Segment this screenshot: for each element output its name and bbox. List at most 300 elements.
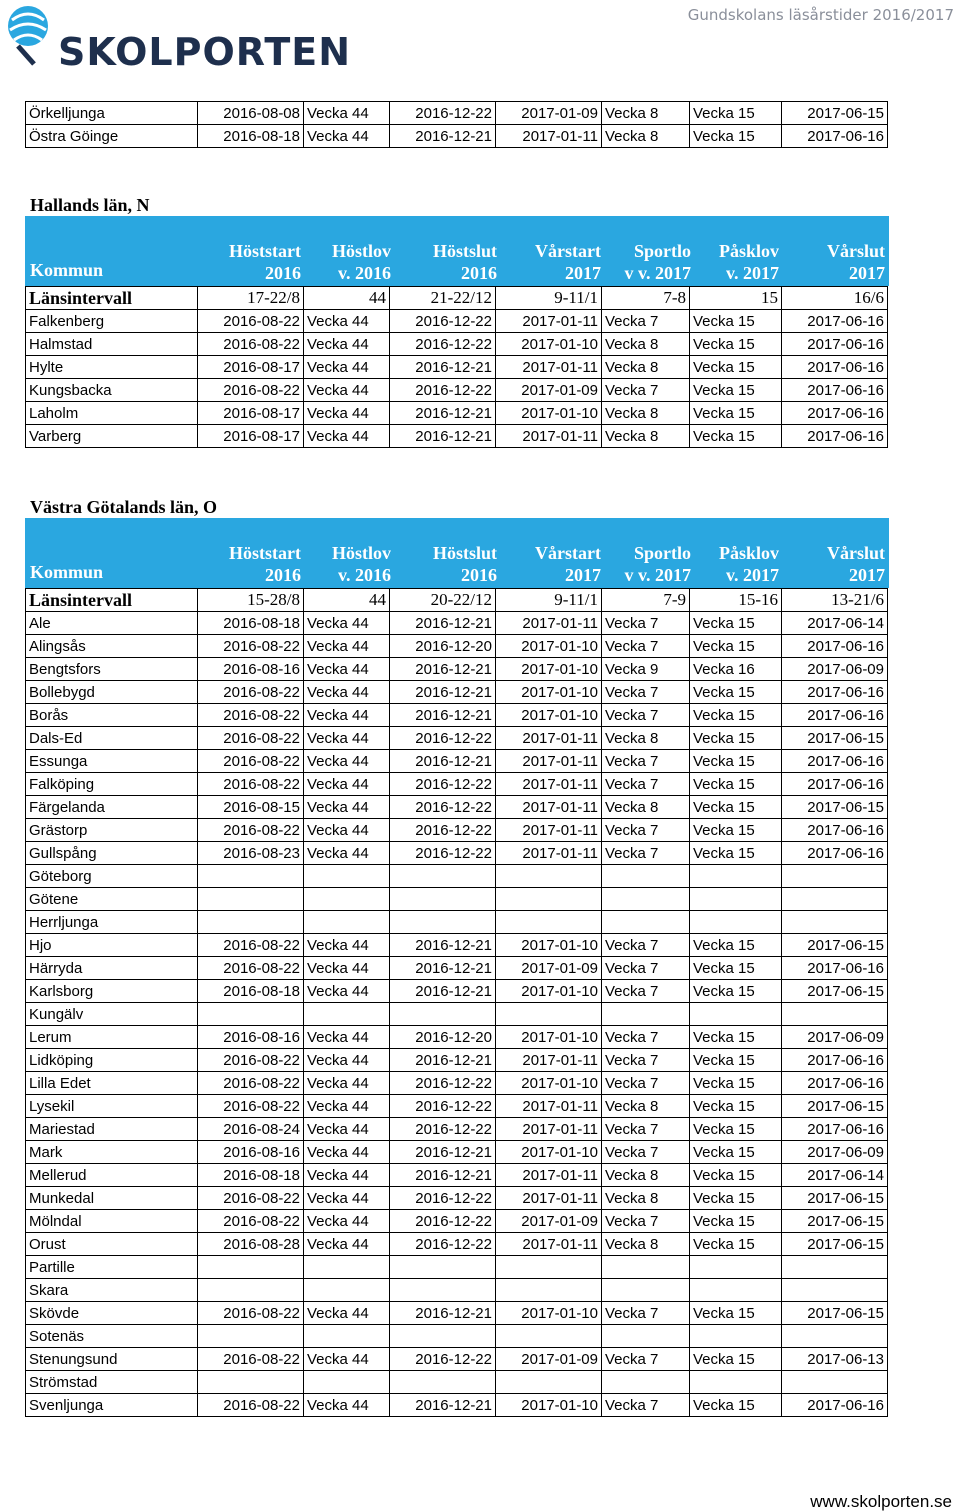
table-cell: 2016-12-20 [390,1026,496,1049]
table-cell: Vecka 44 [304,310,390,333]
table-cell: 2016-08-22 [198,379,304,402]
table-cell: Vecka 7 [602,1141,690,1164]
table-cell: Vecka 15 [690,934,782,957]
table-cell: Vecka 15 [690,612,782,635]
table-header-halland [25,216,889,286]
table-cell: 2017-06-15 [782,796,888,819]
table-cell [782,1371,888,1394]
table-cell [782,1003,888,1026]
table-cell: 2017-01-10 [496,635,602,658]
table-cell: 9-11/1 [496,589,602,612]
table-cell: 2016-08-22 [198,750,304,773]
table-cell: 2017-06-16 [782,379,888,402]
table-cell: 2017-01-10 [496,333,602,356]
header-hoststart: Höststart 2016 [229,543,301,585]
table-cell: 2016-12-22 [390,796,496,819]
table-row [26,1302,888,1325]
table-cell: Vecka 44 [304,819,390,842]
kommun-cell: Munkedal [26,1187,198,1210]
table-cell [602,865,690,888]
table-cell: 2016-12-21 [390,658,496,681]
table-cell [304,911,390,934]
table-cell: 2016-08-16 [198,658,304,681]
table-cell: Vecka 8 [602,727,690,750]
table-cell: Vecka 7 [602,1026,690,1049]
table-cell [198,1003,304,1026]
kommun-cell: Dals-Ed [26,727,198,750]
table-cell: Vecka 8 [602,1233,690,1256]
table-cell: 2016-08-22 [198,1210,304,1233]
table-cell: 2017-06-16 [782,333,888,356]
table-cell: 2017-01-10 [496,704,602,727]
table-cell: Vecka 44 [304,125,390,148]
table-cell: Vecka 15 [690,1141,782,1164]
table-cell: 2016-12-22 [390,1118,496,1141]
table-cell [496,1279,602,1302]
table-cell: Vecka 44 [304,425,390,448]
table-cell: Vecka 15 [690,356,782,379]
table-cell: Vecka 7 [602,842,690,865]
kommun-cell: Borås [26,704,198,727]
table-cell: 2016-08-22 [198,1394,304,1417]
table-cell: 2016-08-22 [198,333,304,356]
table-cell: Vecka 44 [304,1187,390,1210]
kommun-cell: Falkenberg [26,310,198,333]
table-cell: Vecka 8 [602,1164,690,1187]
table-cell: 2016-08-23 [198,842,304,865]
header-hostlov: Höstlov v. 2016 [331,543,391,585]
table-cell: Vecka 15 [690,402,782,425]
table-cell: Vecka 7 [602,1049,690,1072]
table-cell: Vecka 7 [602,819,690,842]
header-hostlov: Höstlov v. 2016 [331,241,391,283]
table-cell: 2016-12-22 [390,102,496,125]
table-cell: Vecka 7 [602,704,690,727]
table-cell: Vecka 44 [304,658,390,681]
table-cell: Vecka 44 [304,1394,390,1417]
table-cell: Vecka 8 [602,1187,690,1210]
table-cell: Vecka 8 [602,402,690,425]
table-cell: 2017-01-11 [496,1095,602,1118]
table-cell: 2016-08-22 [198,310,304,333]
table-cell: 15-28/8 [198,589,304,612]
table-cell: 21-22/12 [390,287,496,310]
table-cell: Vecka 15 [690,750,782,773]
header-pasklov: Påsklov v. 2017 [718,543,779,585]
table-cell: 2016-08-22 [198,681,304,704]
table-cell: 2017-06-15 [782,980,888,1003]
table-cell [690,911,782,934]
table-cell: 20-22/12 [390,589,496,612]
table-cell: 2017-01-11 [496,819,602,842]
table-cell [304,1256,390,1279]
header-sportlov: Sportlo v v. 2017 [624,241,691,283]
table-cell: 2017-06-16 [782,425,888,448]
table-cell: 2017-01-11 [496,310,602,333]
table-cell: 2017-01-11 [496,750,602,773]
table-cell: Vecka 16 [690,658,782,681]
table-cell: Vecka 44 [304,1233,390,1256]
table-cell: 2016-08-22 [198,934,304,957]
table-cell: Vecka 44 [304,1210,390,1233]
kommun-cell: Bollebygd [26,681,198,704]
table-cell [782,1256,888,1279]
table-cell: 2017-06-16 [782,1394,888,1417]
table-cell: 7-9 [602,589,690,612]
table-cell: 2017-06-09 [782,1141,888,1164]
table-row [26,773,888,796]
table-cell: Vecka 44 [304,842,390,865]
table-cell: 2016-12-22 [390,1210,496,1233]
table-cell: 2017-01-11 [496,1164,602,1187]
table-header-vastra [25,518,889,588]
header-varslut: Vårslut 2017 [827,543,885,585]
table-cell: Vecka 44 [304,750,390,773]
table-cell: Vecka 44 [304,1026,390,1049]
table-cell: Vecka 8 [602,333,690,356]
table-cell: 2017-01-10 [496,658,602,681]
table-row [26,102,888,125]
table-cell: 2016-12-22 [390,333,496,356]
table-row [26,125,888,148]
table-cell: Vecka 7 [602,1072,690,1095]
table-cell: 2017-06-16 [782,635,888,658]
table-cell: 2017-01-09 [496,957,602,980]
table-cell: 2016-12-21 [390,612,496,635]
kommun-cell: Götene [26,888,198,911]
table-cell: 2017-06-13 [782,1348,888,1371]
table-cell: 2016-12-22 [390,379,496,402]
kommun-cell: Lidköping [26,1049,198,1072]
table-cell [782,865,888,888]
table-cell: Vecka 44 [304,1072,390,1095]
table-cell: 2017-01-11 [496,425,602,448]
table-cell: 2017-01-09 [496,1348,602,1371]
header-kommun: Kommun [30,562,104,582]
table-cell: Vecka 44 [304,773,390,796]
kommun-cell: Lilla Edet [26,1072,198,1095]
table-cell: Vecka 15 [690,1210,782,1233]
table-row [26,1256,888,1279]
table-cell: 2016-08-18 [198,125,304,148]
table-row [26,333,888,356]
table-cell: Vecka 44 [304,1141,390,1164]
table-cell: Vecka 15 [690,1302,782,1325]
table-cell: Vecka 7 [602,1394,690,1417]
table-cell: 2017-06-15 [782,727,888,750]
table-cell: Vecka 15 [690,1095,782,1118]
table-cell: 2017-01-10 [496,681,602,704]
table-cell: 2016-08-22 [198,1095,304,1118]
logo-text: SKOLPORTEN [58,30,352,74]
table-cell: Vecka 44 [304,1118,390,1141]
table-cell: 2017-06-15 [782,102,888,125]
table-cell: 2017-06-16 [782,1072,888,1095]
table-cell: 2016-12-21 [390,704,496,727]
table-cell: 2017-06-15 [782,1210,888,1233]
table-cell: 2017-06-16 [782,681,888,704]
kommun-cell: Hylte [26,356,198,379]
table-cell: 2017-06-16 [782,773,888,796]
table-cell: 2016-12-22 [390,1348,496,1371]
table-cell [690,888,782,911]
table-row [26,704,888,727]
table-cell: 2017-06-16 [782,1118,888,1141]
table-cell: 2017-06-16 [782,310,888,333]
kommun-cell: Färgelanda [26,796,198,819]
table-cell: Vecka 15 [690,102,782,125]
table-cell: 2016-08-22 [198,704,304,727]
table-cell: 2017-01-09 [496,1210,602,1233]
table-row [26,842,888,865]
table-cell: Vecka 8 [602,1095,690,1118]
table-cell: 2016-12-21 [390,957,496,980]
table-row [26,310,888,333]
table-row [26,1325,888,1348]
table-cell: 2016-12-21 [390,980,496,1003]
table-cell: 2016-08-22 [198,819,304,842]
table-cell: Vecka 7 [602,681,690,704]
kommun-cell: Mark [26,1141,198,1164]
table-row [26,1233,888,1256]
table-cell: Vecka 15 [690,704,782,727]
table-row [26,957,888,980]
table-cell [390,1003,496,1026]
table-row [26,379,888,402]
table-cell: 2017-01-11 [496,356,602,379]
table-cell: 2016-08-16 [198,1141,304,1164]
document-title: Gundskolans läsårstider 2016/2017 [687,6,954,24]
header-pasklov: Påsklov v. 2017 [718,241,779,283]
table-cell: Vecka 44 [304,1302,390,1325]
table-cell: 2016-08-22 [198,1187,304,1210]
table-cell [198,865,304,888]
table-cell: Vecka 44 [304,957,390,980]
table-cell: Vecka 7 [602,635,690,658]
table-cell: 2016-12-22 [390,1095,496,1118]
table-cell: 2017-06-15 [782,934,888,957]
table-cell: Vecka 44 [304,1049,390,1072]
kommun-cell: Skara [26,1279,198,1302]
table-cell [782,1279,888,1302]
table-cell [496,865,602,888]
table-cell: Vecka 15 [690,1072,782,1095]
table-cell: 44 [304,589,390,612]
table-row [26,612,888,635]
table-cell: 2017-01-11 [496,612,602,635]
table-cell: 2016-08-22 [198,635,304,658]
kommun-cell: Länsintervall [26,287,198,310]
header-hostslut: Höstslut 2016 [432,543,497,585]
table-row [26,681,888,704]
table-cell: 2017-01-10 [496,934,602,957]
table-cell: Vecka 44 [304,333,390,356]
table-cell: Vecka 15 [690,125,782,148]
table-row [26,1141,888,1164]
table-cell: 2016-08-22 [198,773,304,796]
table-row [26,865,888,888]
table-cell: 2017-01-11 [496,1187,602,1210]
table-cell: 2016-08-22 [198,1302,304,1325]
table-cell: Vecka 44 [304,704,390,727]
table-cell [496,911,602,934]
header-hostslut: Höstslut 2016 [432,241,497,283]
kommun-cell: Laholm [26,402,198,425]
table-cell: 15-16 [690,589,782,612]
footer-url: www.skolporten.se [810,1492,952,1511]
table-cell [602,911,690,934]
table-cell: Vecka 7 [602,612,690,635]
table-cell: Vecka 44 [304,356,390,379]
table-cell: 2016-08-22 [198,727,304,750]
table-cell: 2016-12-21 [390,1049,496,1072]
table-row [26,1187,888,1210]
table-cell: 2017-01-11 [496,773,602,796]
table-cell [198,888,304,911]
table-row [26,1049,888,1072]
table-row [26,1210,888,1233]
table-cell [390,911,496,934]
table-cell [390,888,496,911]
table-cell: Vecka 44 [304,980,390,1003]
table-cell: 2016-12-21 [390,1394,496,1417]
table-row [26,1348,888,1371]
table-cell: 2017-01-10 [496,402,602,425]
table-cell: 2017-06-09 [782,1026,888,1049]
table-cell: 2016-12-22 [390,773,496,796]
halland-table [25,286,888,448]
kommun-cell: Mellerud [26,1164,198,1187]
table-cell [198,1325,304,1348]
skolporten-logo [4,2,354,72]
table-cell: 2016-08-28 [198,1233,304,1256]
table-cell: Vecka 15 [690,310,782,333]
table-cell: 2017-01-10 [496,1141,602,1164]
table-cell [690,1325,782,1348]
kommun-cell: Ale [26,612,198,635]
table-cell: 2017-06-15 [782,1187,888,1210]
table-cell: Vecka 15 [690,1394,782,1417]
kommun-cell: Partille [26,1256,198,1279]
table-cell: Vecka 44 [304,102,390,125]
table-cell: 2017-06-16 [782,356,888,379]
table-cell [390,1256,496,1279]
table-cell: Vecka 15 [690,980,782,1003]
table-cell [390,1371,496,1394]
table-cell: 17-22/8 [198,287,304,310]
kommun-cell: Orust [26,1233,198,1256]
table-cell: Vecka 44 [304,402,390,425]
table-cell: 2017-01-10 [496,1302,602,1325]
kommun-cell: Halmstad [26,333,198,356]
table-cell: Vecka 15 [690,1049,782,1072]
table-cell: 2016-12-21 [390,1302,496,1325]
kommun-cell: Kungsbacka [26,379,198,402]
table-row [26,1164,888,1187]
table-cell: Vecka 8 [602,425,690,448]
table-cell: 2017-01-11 [496,796,602,819]
table-cell [496,1371,602,1394]
table-cell: 2017-06-15 [782,1233,888,1256]
table-cell [690,865,782,888]
table-cell: Vecka 7 [602,980,690,1003]
table-cell: 2016-12-22 [390,310,496,333]
table-cell: Vecka 7 [602,1210,690,1233]
table-cell: 2016-12-22 [390,842,496,865]
header-kommun: Kommun [30,260,104,280]
table-cell: Vecka 44 [304,612,390,635]
table-cell: Vecka 15 [690,1026,782,1049]
table-cell: Vecka 15 [690,635,782,658]
kommun-cell: Grästorp [26,819,198,842]
table-cell: Vecka 15 [690,1187,782,1210]
table-cell [304,888,390,911]
kommun-cell: Bengtsfors [26,658,198,681]
table-cell: Vecka 7 [602,379,690,402]
table-cell: Vecka 9 [602,658,690,681]
table-cell: 2017-06-15 [782,1302,888,1325]
table-cell: Vecka 44 [304,1164,390,1187]
table-cell: Vecka 7 [602,773,690,796]
table-cell: 2017-06-16 [782,842,888,865]
table-cell: 2017-06-16 [782,125,888,148]
table-row [26,1026,888,1049]
kommun-cell: Lysekil [26,1095,198,1118]
kommun-cell: Kungälv [26,1003,198,1026]
table-row [26,796,888,819]
table-cell: Vecka 15 [690,1164,782,1187]
table-cell: Vecka 15 [690,681,782,704]
table-cell: 15 [690,287,782,310]
table-cell: Vecka 7 [602,1302,690,1325]
table-cell: Vecka 15 [690,425,782,448]
table-row [26,635,888,658]
table-cell: Vecka 44 [304,379,390,402]
top-table [25,101,888,148]
table-cell [602,1325,690,1348]
kommun-cell: Stenungsund [26,1348,198,1371]
table-cell [496,888,602,911]
table-cell: 2016-12-20 [390,635,496,658]
table-cell: Vecka 8 [602,125,690,148]
table-row [26,727,888,750]
table-cell: 2017-01-09 [496,379,602,402]
table-row [26,425,888,448]
table-cell: 2016-08-08 [198,102,304,125]
table-cell [602,1256,690,1279]
table-row [26,1279,888,1302]
table-row [26,1095,888,1118]
table-row [26,911,888,934]
table-cell: 2017-01-11 [496,1049,602,1072]
table-cell: Vecka 15 [690,842,782,865]
table-cell: 2016-12-21 [390,750,496,773]
table-cell: 2017-01-11 [496,727,602,750]
table-cell: 2016-12-22 [390,1233,496,1256]
vastra-table [25,588,888,1417]
table-cell: 2016-12-21 [390,425,496,448]
table-cell: 2016-08-22 [198,1072,304,1095]
table-cell: Vecka 15 [690,1118,782,1141]
table-cell: 2017-01-11 [496,1118,602,1141]
kommun-cell: Strömstad [26,1371,198,1394]
table-cell: 2016-08-17 [198,356,304,379]
table-cell [496,1256,602,1279]
table-cell: 2017-01-10 [496,1394,602,1417]
table-cell [602,1371,690,1394]
kommun-cell: Sotenäs [26,1325,198,1348]
table-cell [198,1256,304,1279]
